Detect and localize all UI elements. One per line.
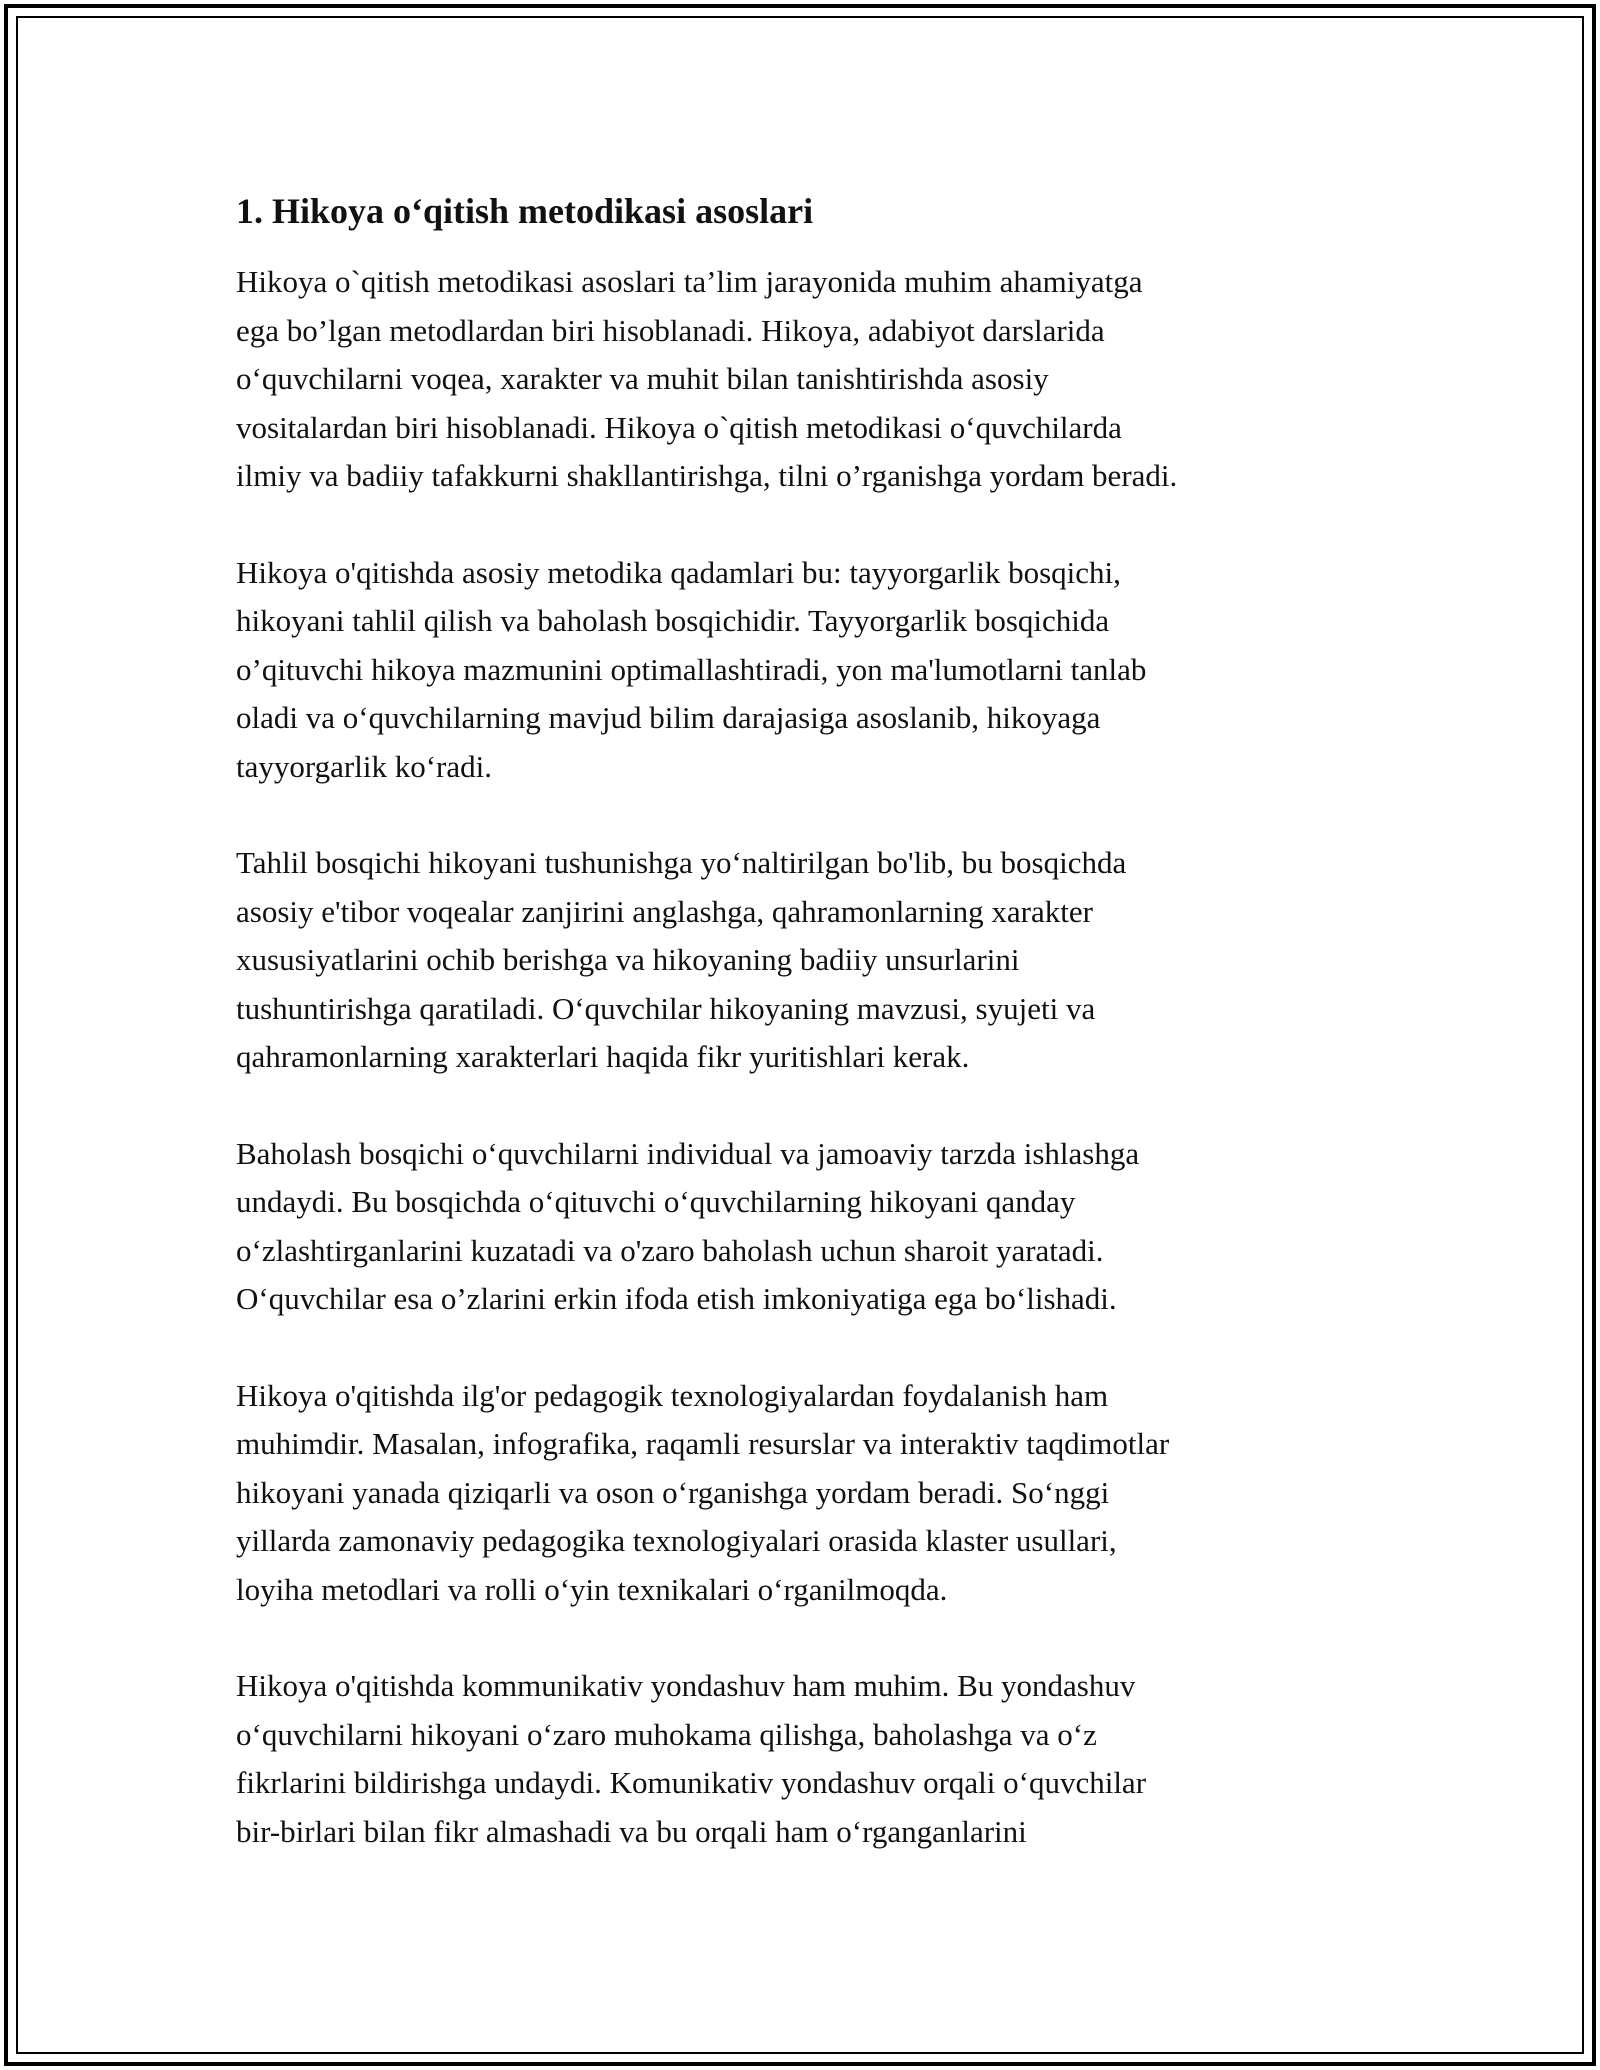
paragraph-2: Hikoya o'qitishda asosiy metodika qadamlari bu: tayyorgarlik bosqichi, hikoyani tahlil qilish va baholash bosqichidir. Tayyorgarlik bosqichida o’qituvchi hikoya mazmunini optimallashtiradi, yon ma'lumotlarni tanlab oladi va oʻquvchilarning mavjud bilim darajasiga asoslanib, hikoyaga tayyorgarlik koʻradi.	[236, 554, 1147, 784]
paragraph-3: Tahlil bosqichi hikoyani tushunishga yoʻnaltirilgan bo'lib, bu bosqichda asosiy e'tibor voqealar zanjirini anglashga, qahramonlarning xarakter xususiyatlarini ochib berishga va hikoyaning badiiy unsurlarini tushuntirishga qaratiladi. Oʻquvchilar hikoyaning mavzusi, syujeti va qahramonlarning xarakterlari haqida fikr yuritishlari kerak.	[236, 845, 1127, 1074]
paragraph-4: Baholash bosqichi oʻquvchilarni individual va jamoaviy tarzda ishlashga undaydi. Bu bosqichda oʻqituvchi oʻquvchilarning hikoyani qanday oʻzlashtirganlarini kuzatadi va o'zaro baholash uchun sharoit yaratadi. Oʻquvchilar esa o’zlarini erkin ifoda etish imkoniyatiga ega boʻlishadi.	[236, 1135, 1140, 1316]
document-body	[236, 186, 1356, 1904]
section-heading: 1. Hikoya oʻqitish metodikasi asoslari	[236, 191, 814, 231]
paragraph-1: Hikoya o`qitish metodikasi asoslari ta’lim jarayonida muhim ahamiyatga ega bo’lgan metodlardan biri hisoblanadi. Hikoya, adabiyot darslarida oʻquvchilarni voqea, xarakter va muhit bilan tanishtirishda asosiy vositalardan biri hisoblanadi. Hikoya o`qitish metodikasi oʻquvchilarda ilmiy va badiiy tafakkurni shakllantirishga, tilni o’rganishga yordam beradi.	[236, 264, 1178, 493]
paragraph-5: Hikoya o'qitishda ilg'or pedagogik texnologiyalardan foydalanish ham muhimdir. Masalan, infografika, raqamli resurslar va interaktiv taqdimotlar hikoyani yanada qiziqarli va oson oʻrganishga yordam beradi. Soʻnggi yillarda zamonaviy pedagogika texnologiyalari orasida klaster usullari, loyiha metodlari va rolli oʻyin texnikalari oʻrganilmoqda.	[236, 1377, 1170, 1607]
paragraph-6: Hikoya o'qitishda kommunikativ yondashuv ham muhim. Bu yondashuv oʻquvchilarni hikoyani oʻzaro muhokama qilishga, baholashga va oʻz fikrlarini bildirishga undaydi. Komunikativ yondashuv orqali oʻquvchilar bir-birlari bilan fikr almashadi va bu orqali ham oʻrganganlarini	[236, 1668, 1147, 1849]
